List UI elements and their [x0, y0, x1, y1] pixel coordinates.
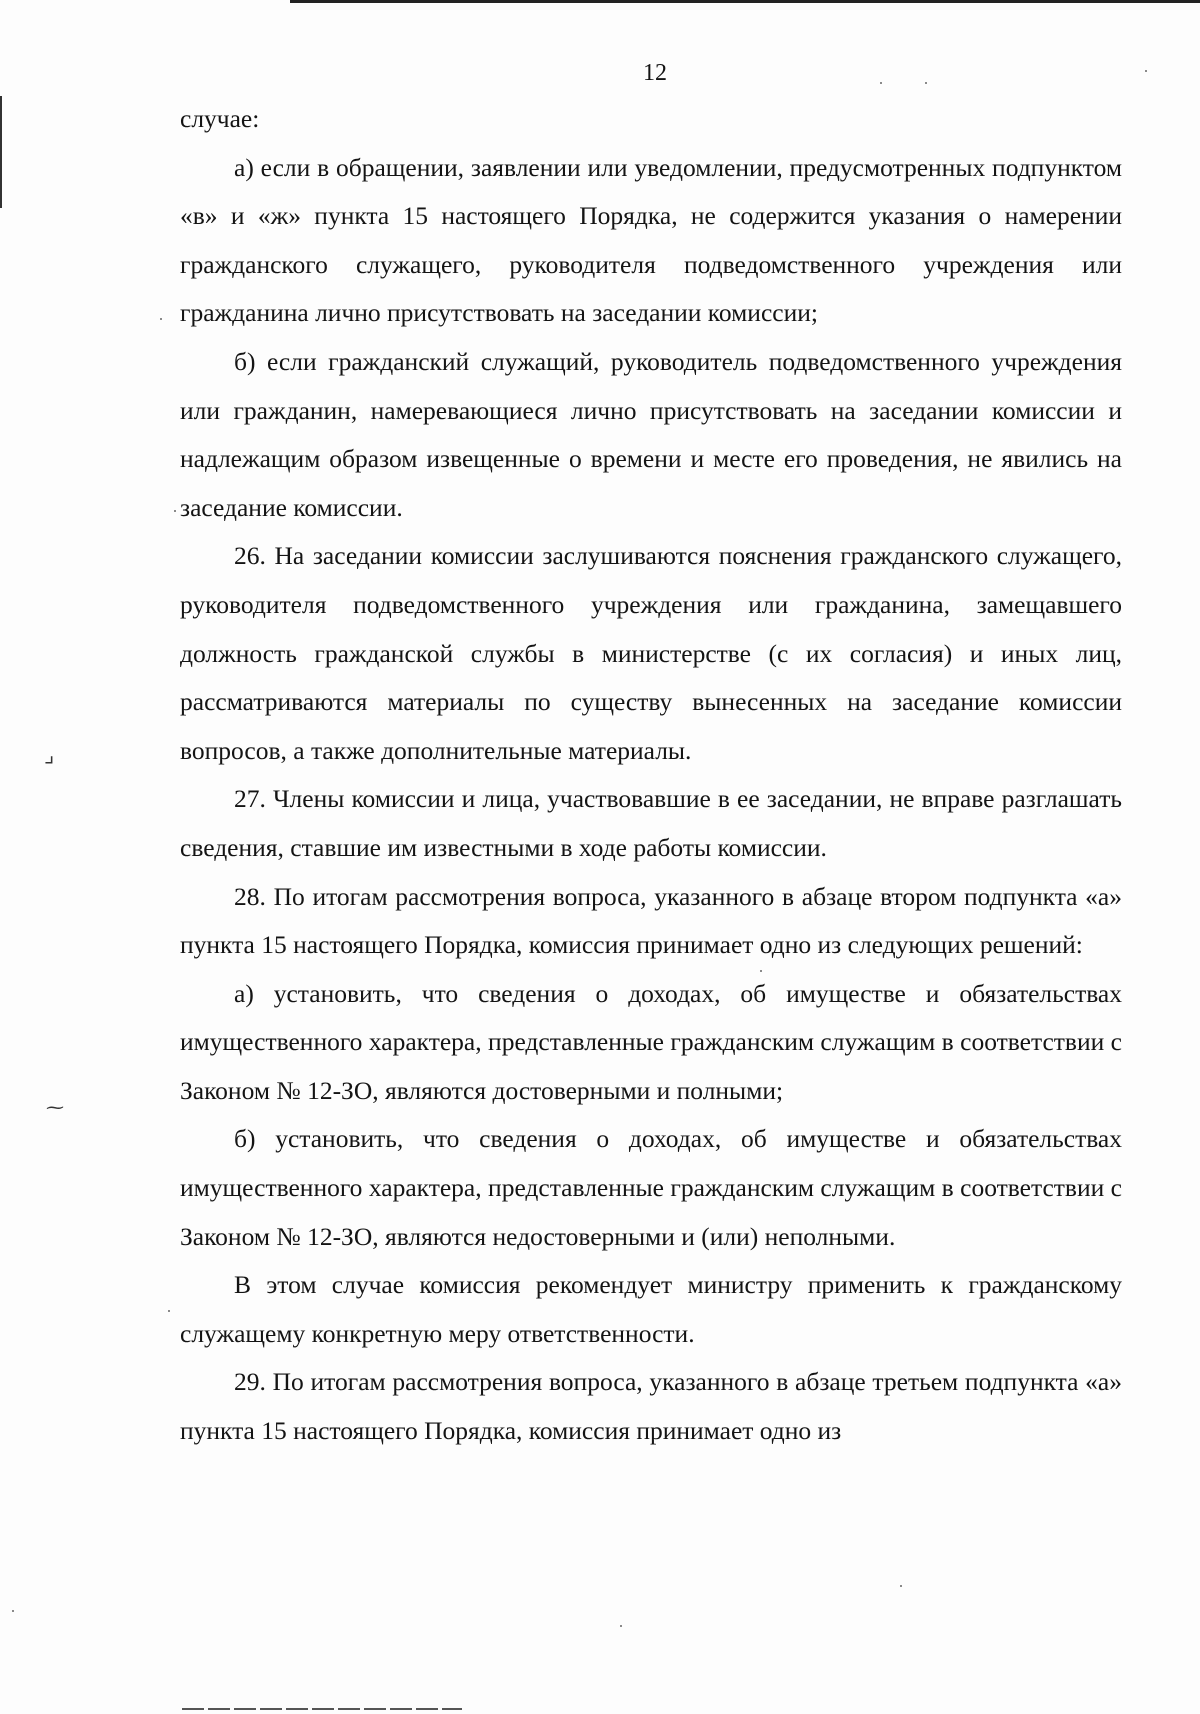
scan-speck	[620, 1625, 622, 1627]
document-body	[180, 95, 1122, 1456]
paragraph-b-absence: б) если гражданский служащий, руководитель подведомственного учреждения или гражданин, намеревающиеся лично присутствовать на заседании комиссии и надлежащим образом извещенные о времени и месте его проведения, не явились на заседание комиссии.	[180, 346, 1122, 522]
left-edge-mark	[0, 96, 2, 208]
page-number: 12	[643, 60, 667, 86]
paragraph-case: случае:	[180, 104, 260, 133]
scan-speck	[880, 82, 882, 84]
scan-speck	[160, 318, 162, 320]
paragraph-28: 28. По итогам рассмотрения вопроса, указанного в абзаце втором подпункта «а» пункта 15 настоящего Порядка, комиссия принимает одно из следующих решений:	[180, 881, 1122, 960]
paragraph-26: 26. На заседании комиссии заслушиваются пояснения гражданского служащего, руководителя подведомственного учреждения или гражданина, замещавшего должность гражданской службы в министерстве (с их согласия) и иных лиц, рассматриваются материалы по существу вынесенных на заседание комиссии вопросов, а также дополнительные материалы.	[180, 541, 1122, 765]
paragraph-27: 27. Члены комиссии и лица, участвовавшие в ее заседании, не вправе разглашать сведения, ставшие им известными в ходе работы комиссии.	[180, 784, 1122, 862]
paragraph-29: 29. По итогам рассмотрения вопроса, указанного в абзаце третьем подпункта «а» пункта 15 настоящего Порядка, комиссия принимает одно из	[180, 1367, 1122, 1446]
paragraph-a-notice: а) если в обращении, заявлении или уведомлении, предусмотренных подпунктом «в» и «ж» пункта 15 настоящего Порядка, не содержится указания о намерении гражданского служащего, руководителя подведомственного учреждения или гражданина лично присутствовать на заседании комиссии;	[180, 152, 1122, 328]
paragraph-28-a: а) установить, что сведения о доходах, об имуществе и обязательствах имущественного характера, представленные гражданским служащим в соответствии с Законом № 12-ЗО, являются достоверными и полными;	[180, 978, 1122, 1105]
scan-speck	[900, 1585, 902, 1587]
scan-speck	[925, 82, 927, 84]
margin-tick-mark: ⌟	[44, 742, 55, 767]
bottom-edge-line	[182, 1708, 462, 1710]
scan-speck	[760, 970, 762, 972]
margin-dash-mark: ⁓	[46, 1097, 64, 1117]
top-edge-line	[290, 0, 1200, 3]
paragraph-28-b: б) установить, что сведения о доходах, об имуществе и обязательствах имущественного характера, представленные гражданским служащим в соответствии с Законом № 12-ЗО, являются недостоверными и (или) неполными.	[180, 1124, 1122, 1251]
scan-speck	[174, 510, 176, 512]
scan-speck	[168, 1310, 170, 1312]
scan-speck	[12, 1610, 14, 1612]
paragraph-28-consequence: В этом случае комиссия рекомендует министру применить к гражданскому служащему конкретную меру ответственности.	[180, 1270, 1122, 1348]
scan-speck	[1145, 70, 1147, 72]
